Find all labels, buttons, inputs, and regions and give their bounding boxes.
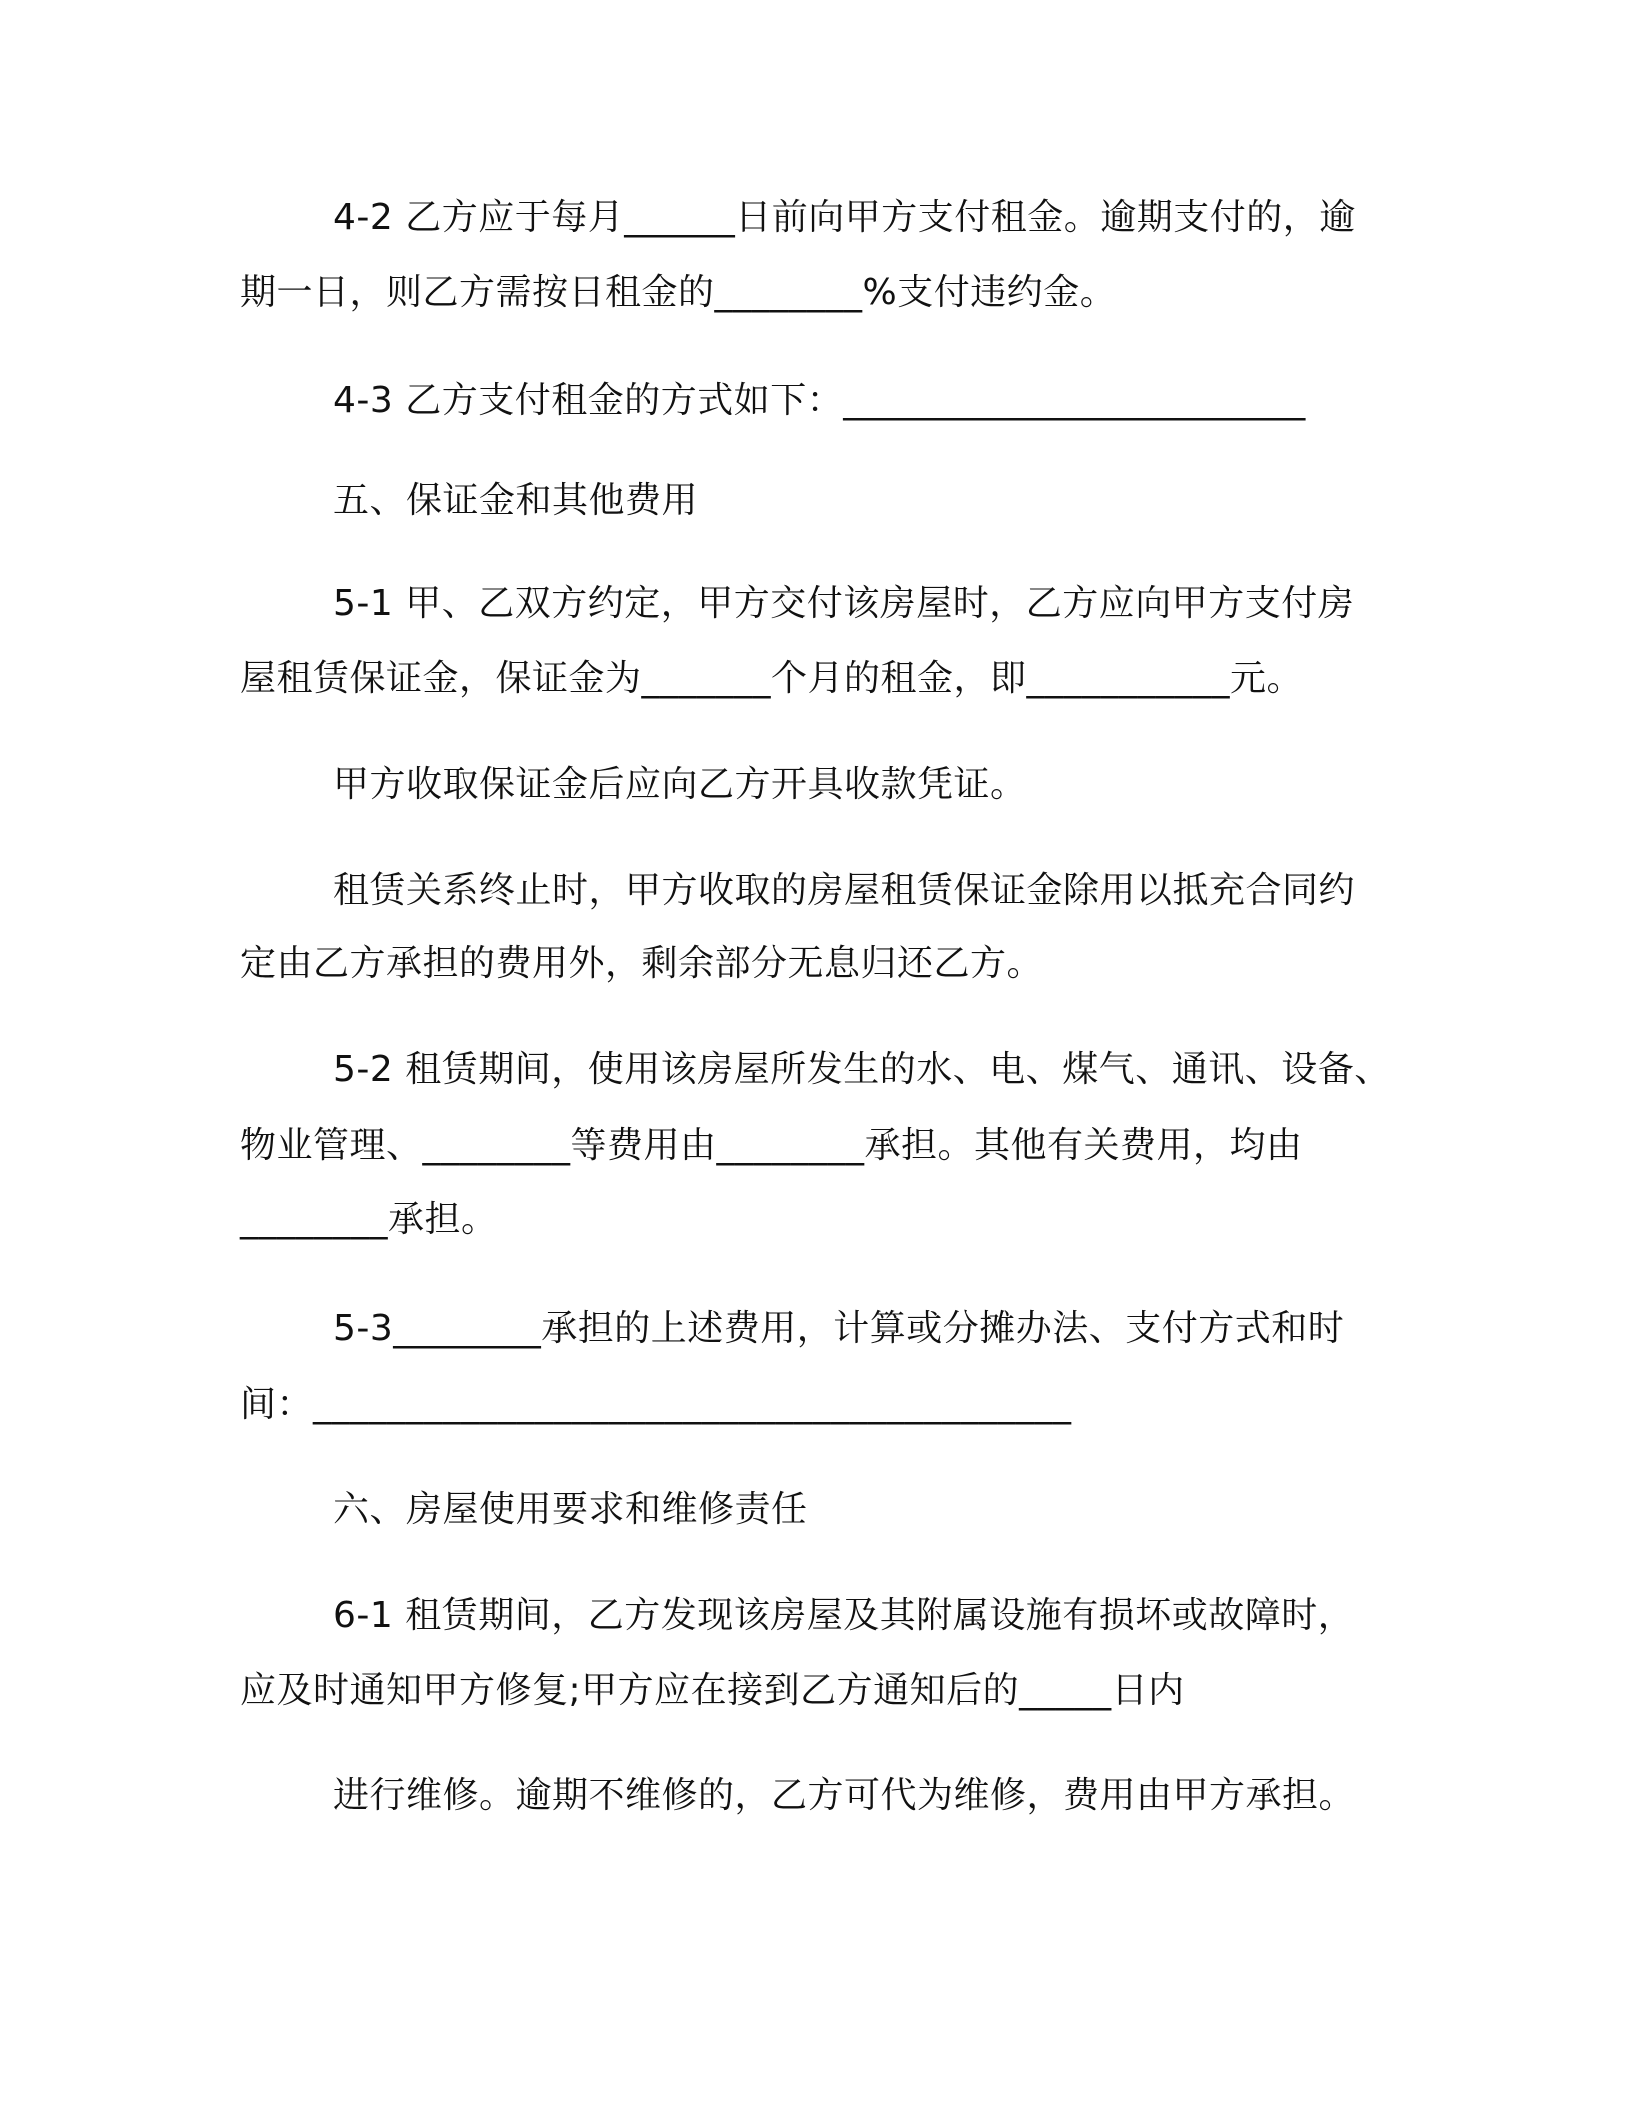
clause-4-2-line-2: 期一日，则乙方需按日租金的________%支付违约金。 bbox=[240, 272, 1117, 313]
clause-5-1-line-3: 甲方收取保证金后应向乙方开具收款凭证。 bbox=[333, 764, 1027, 805]
section-5-heading: 五、保证金和其他费用 bbox=[333, 480, 699, 521]
clause-5-1-line-2: 屋租赁保证金，保证金为_______个月的租金，即___________元。 bbox=[240, 658, 1304, 699]
clause-4-3-line-1: 4-3 乙方支付租金的方式如下：_________________________ bbox=[333, 380, 1306, 421]
clause-5-1-line-1: 5-1 甲、乙双方约定，甲方交付该房屋时，乙方应向甲方支付房 bbox=[333, 583, 1355, 624]
clause-5-2-line-2: 物业管理、________等费用由________承担。其他有关费用，均由 bbox=[240, 1125, 1303, 1166]
clause-6-1-line-1: 6-1 租赁期间，乙方发现该房屋及其附属设施有损坏或故障时， bbox=[333, 1595, 1355, 1636]
clause-5-2-line-3: ________承担。 bbox=[240, 1199, 498, 1240]
clause-6-1-line-2: 应及时通知甲方修复;甲方应在接到乙方通知后的_____日内 bbox=[240, 1670, 1185, 1711]
clause-5-3-line-1: 5-3________承担的上述费用，计算或分摊办法、支付方式和时 bbox=[333, 1308, 1345, 1349]
clause-5-2-line-1: 5-2 租赁期间，使用该房屋所发生的水、电、煤气、通讯、设备、 bbox=[333, 1049, 1391, 1090]
clause-5-3-line-2: 间：_________________________________________ bbox=[240, 1384, 1072, 1425]
clause-5-1-line-4: 租赁关系终止时，甲方收取的房屋租赁保证金除用以抵充合同约 bbox=[333, 870, 1356, 911]
clause-6-1-line-3: 进行维修。逾期不维修的，乙方可代为维修，费用由甲方承担。 bbox=[333, 1775, 1356, 1816]
section-6-heading: 六、房屋使用要求和维修责任 bbox=[333, 1489, 808, 1530]
clause-5-1-line-5: 定由乙方承担的费用外，剩余部分无息归还乙方。 bbox=[240, 943, 1044, 984]
clause-4-2-line-1: 4-2 乙方应于每月______日前向甲方支付租金。逾期支付的，逾 bbox=[333, 197, 1356, 238]
